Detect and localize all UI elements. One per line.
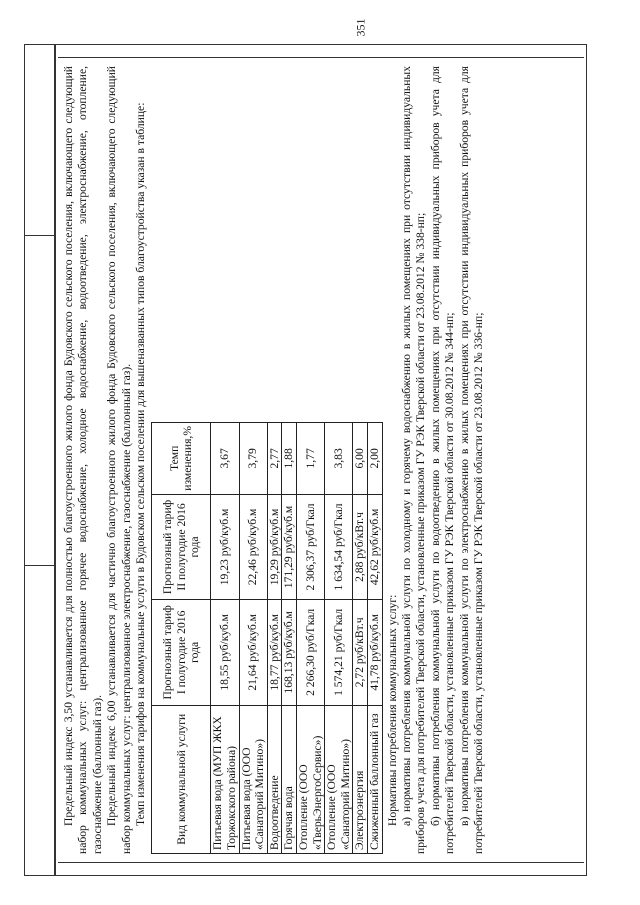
norms-item-b: б) нормативы потребления коммунальной услуги по водоотведению в жилых помещениях при отсутствии индивидуальных приборов учета для потребителей Тверской области, установленные приказом ГУ РЭК Тверской области от 30.08.2012 № 344-нп; [428, 66, 457, 854]
cell-tariff-h1: 2,72 руб/кВт.ч [353, 600, 368, 705]
table-row [353, 423, 368, 854]
cell-tariff-h1: 21,64 руб/куб.м [239, 600, 267, 705]
cell-tariff-h2: 2,88 руб/кВт.ч [353, 494, 368, 599]
header-change-rate: Темп изменения,% [152, 423, 211, 495]
cell-change: 3,67 [211, 423, 239, 495]
cell-change: 6,00 [353, 423, 368, 495]
tariff-table [151, 422, 382, 854]
frame-rule [58, 57, 584, 58]
cell-tariff-h2: 19,29 руб/куб.м [267, 494, 282, 599]
cell-change: 2,00 [367, 423, 382, 495]
cell-service: Отопление (ООО «Санаторий Митино») [325, 705, 353, 853]
norms-item-c: в) нормативы потребления коммунальной услуги по электроснабжению в жилых помещениях при отсутствии индивидуальных приборов учета для потребителей Тверской области, установленные приказом ГУ РЭК Тверской области от 23.08.2012 № 336-нп; [457, 66, 485, 854]
cell-change: 3,79 [239, 423, 267, 495]
cell-service: Электроэнергия [353, 705, 368, 853]
cell-tariff-h1: 2 266,30 руб/Гкал [297, 600, 325, 705]
cell-service: Сжиженный баллонный газ [367, 705, 382, 853]
table-row [282, 423, 297, 854]
header-tariff-h1: Прогнозный тариф I полугодие 2016 года [152, 600, 211, 705]
cell-change: 3,83 [325, 423, 353, 495]
cell-change: 1,77 [297, 423, 325, 495]
cell-change: 1,88 [282, 423, 297, 495]
paragraph-index-full: Предельный индекс 3,50 устанавливается для полностью благоустроенного жилого фонда Будовского сельского поселения, включающего следующий набор коммунальных услуг: централизованное горячее водоснабжение, холодное водоснабжение, водоотведение, электроснабжение, отопление, газоснабжение (баллонный газ). [62, 66, 104, 854]
cell-tariff-h1: 1 574,21 руб/Гкал [325, 600, 353, 705]
cell-service: Водоотведение [267, 705, 282, 853]
paragraph-table-intro: Темп изменения тарифов на коммунальные услуги в Будовском сельском поселении для вышеназванных типов благоустройства указан в таблице: [134, 102, 148, 826]
table-row [367, 423, 382, 854]
rotated-document-body [60, 60, 580, 860]
header-service: Вид коммунальной услуги [152, 705, 211, 853]
cell-service: Горячая вода [282, 705, 297, 853]
cell-tariff-h2: 19,23 руб/куб.м [211, 494, 239, 599]
cell-service: Питьевая вода (ООО «Санаторий Митино») [239, 705, 267, 853]
strip-divider [25, 235, 56, 236]
cell-tariff-h1: 168,13 руб/куб.м [282, 600, 297, 705]
cell-tariff-h1: 18,77 руб/куб.м [267, 600, 282, 705]
cell-tariff-h2: 42,62 руб/куб.м [367, 494, 382, 599]
cell-tariff-h2: 2 306,37 руб/Гкал [297, 494, 325, 599]
cell-tariff-h1: 41,78 руб/куб.м [367, 600, 382, 705]
frame-rule [58, 862, 584, 863]
cell-tariff-h2: 22,46 руб/куб.м [239, 494, 267, 599]
norms-item-a: а) нормативы потребления коммунальной услуги по холодному и горячему водоснабжению в жилых помещениях при отсутствии индивидуальных приборов учета для потребителей Тверской области, установленные приказом ГУ РЭК Тверской области от 23.08.2012 № 338-нп; [399, 66, 428, 854]
binding-strip [24, 44, 55, 876]
table-row [239, 423, 267, 854]
cell-tariff-h1: 18,55 руб/куб.м [211, 600, 239, 705]
cell-service: Питьевая вода (МУП ЖКХ Торжокского района) [211, 705, 239, 853]
table-header-row [152, 423, 211, 854]
table-row [297, 423, 325, 854]
cell-tariff-h2: 171,29 руб/куб.м [282, 494, 297, 599]
page-number: 351 [353, 18, 368, 37]
table-row [325, 423, 353, 854]
paragraph-index-partial: Предельный индекс 6,00 устанавливается для частично благоустроенного жилого фонда Будовского сельского поселения, включающего следующий набор коммунальных услуг: централизованное электроснабжение, газоснабжение (баллонный газ). [105, 66, 133, 854]
cell-tariff-h2: 1 634,54 руб/Гкал [325, 494, 353, 599]
header-tariff-h2: Прогнозный тариф II полугодие 2016 года [152, 494, 211, 599]
cell-change: 2,77 [267, 423, 282, 495]
table-row [211, 423, 239, 854]
strip-divider [25, 565, 56, 566]
table-row [267, 423, 282, 854]
cell-service: Отопление (ООО «ТверьЭнергоСервис») [297, 705, 325, 853]
norms-intro: Нормативы потребления коммунальных услуг: [385, 594, 399, 826]
